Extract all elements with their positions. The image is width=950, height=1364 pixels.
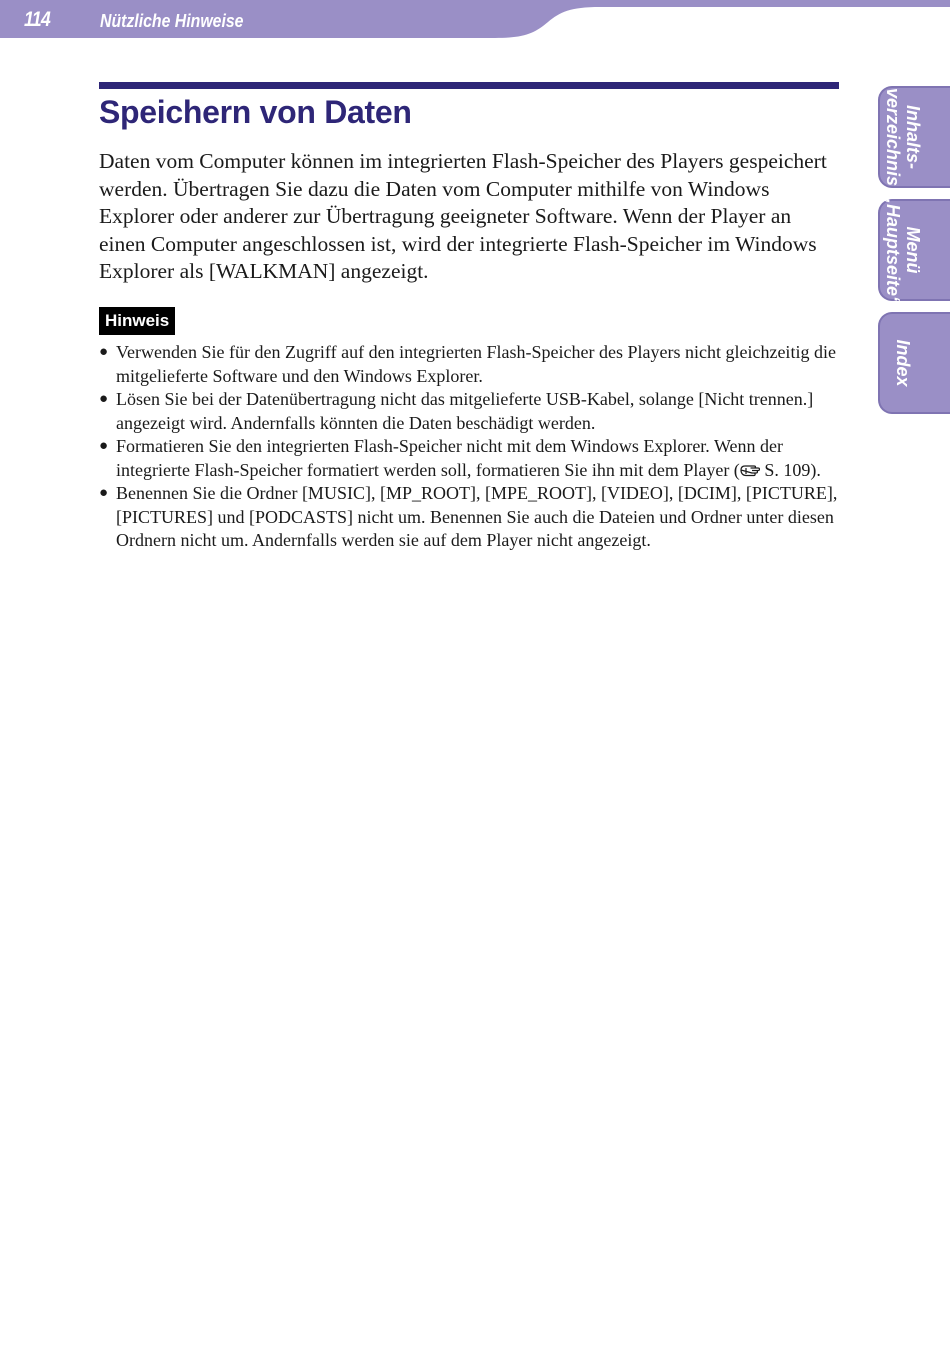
bullet: ● <box>99 485 109 501</box>
pointing-hand-icon <box>740 463 760 477</box>
note-text: Formatieren Sie den integrierten Flash-Speicher nicht mit dem Windows Explorer. Wenn der integrierte Flash-Speicher formatiert werden soll, formatieren Sie ihn mit dem Player ( <box>116 436 784 480</box>
list-item <box>99 388 844 435</box>
note-text: Benennen Sie die Ordner [MUSIC], [MP_ROOT], [MPE_ROOT], [VIDEO], [DCIM], [PICTURE], [PICTURES] und [PODCASTS] nicht um. Benennen Sie auch die Dateien und Ordner unter diesen Ordnern nicht um. Andernfalls werden sie auf dem Player nicht angezeigt. <box>116 483 838 550</box>
title-rule <box>99 82 839 89</box>
note-text: ). <box>810 459 821 480</box>
note-label: Hinweis <box>99 307 175 335</box>
page-number: 114 <box>24 8 50 31</box>
tab-main-menu[interactable] <box>878 194 950 306</box>
page-reference-link[interactable]: S. 109 <box>764 459 811 480</box>
note-text: Verwenden Sie für den Zugriff auf den integrierten Flash-Speicher des Players nicht gleichzeitig die mitgelieferte Software und den Windows Explorer. <box>116 342 836 386</box>
tab-table-of-contents-label: Inhalts- verzeichnis <box>883 87 923 187</box>
intro-paragraph: Daten vom Computer können im integrierten Flash-Speicher des Players gespeichert werden. Übertragen Sie dazu die Daten vom Computer mithilfe von Windows Explorer oder anderer zur Übertragung geeigneter Software. Wenn der Player an einen Computer angeschlossen ist, wird der integrierte Flash-Speicher im Windows Explorer als [WALKMAN] angezeigt. <box>99 149 827 283</box>
tab-index[interactable] <box>878 312 950 414</box>
list-item <box>99 341 844 388</box>
bullet: ● <box>99 438 109 454</box>
tab-main-menu-label: Menü „Hauptseite“ <box>883 194 923 306</box>
note-list <box>99 341 844 553</box>
section-title: Nützliche Hinweise <box>100 11 244 31</box>
tab-table-of-contents[interactable] <box>878 86 950 188</box>
note-text: Lösen Sie bei der Datenübertragung nicht das mitgelieferte USB-Kabel, solange [Nicht trennen.] angezeigt wird. Andernfalls könnten die Daten beschädigt werden. <box>116 389 814 433</box>
tab-index-label: Index <box>893 339 913 387</box>
page-title: Speichern von Daten <box>99 94 412 130</box>
list-item <box>99 482 844 553</box>
list-item <box>99 435 844 482</box>
bullet: ● <box>99 391 109 407</box>
bullet: ● <box>99 344 109 360</box>
